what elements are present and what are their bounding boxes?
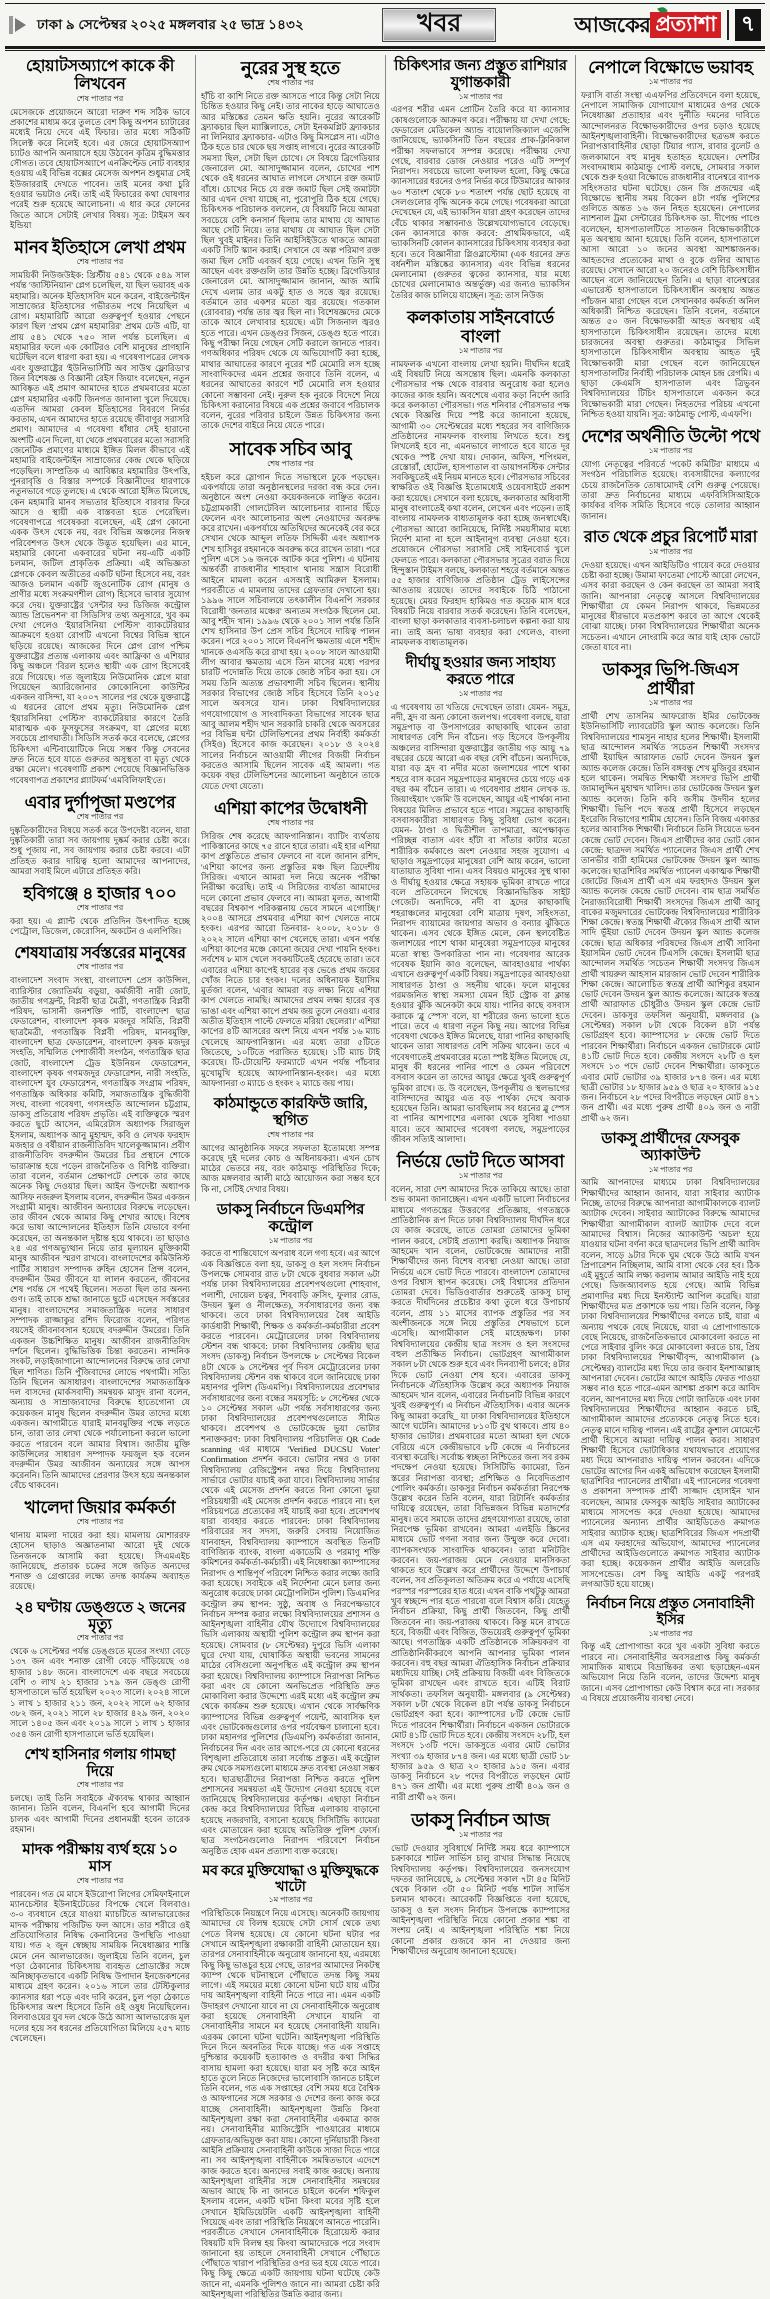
continued-from-marker: ১ম পাতার পর bbox=[648, 1628, 693, 1638]
article-body: থেকে ৬ সেপ্টেম্বর পর্যন্ত ডেঙ্গুতে মৃতের সংখ্যা বেড়ে ১৩৭ জন এবং শনাক্ত রোগী বেড়ে দাঁড়িয়েছে ৩৪ হাজার ১৪৮ জনে। বাংলাদেশে এক বছরে সবচেয়ে বেশি ৩ লাখ ২১ হাজার ১৭৯ জন ডেঙ্গু রোগী হাসপাতালে ভর্তি হয়েছিল ২০২৩ সালে। ২০২৪ সালে ১ লাখ ১ হাজার ২১১ জন, ২০২২ সালে ৬২ হাজার ৩৮২ জন, ২০২১ সালে ২৮ হাজার ৪২৯ জন, ২০২০ সালে ১৪০৫ জন এবং ২০১৯ সালে ১ লাখ ১ হাজার ৩৫৪ জন রোগী হাসপাতালে ভর্তি হয়েছিল। bbox=[10, 1646, 190, 1739]
article-headline: হবিগঞ্জে ৪ হাজার ৭০০ bbox=[23, 884, 177, 904]
article-body: করতে বা শান্তিযোগে অপরাধ বলে গণ্য হবে। এর আগে এক বিজ্ঞপ্তিতে বলা হয়, ডাকসু ও হল সংসদ নির্বাচন উপলক্ষে সোমবার রাত ৮টা থেকে বুধবার সকাল ৬টা পর্যন্ত ঢাকা বিশ্ববিদ্যালয়ের প্রবেশপথগুলো (শাহবাগ, পলাশী, দোয়েল চত্বর, শিববাড়ি ক্রসিং, ফুলার রোড, উদয়ন স্কুল ও নীলক্ষেত), সর্বসাধারণের জন্য বন্ধ থাকবে। তবে ঢাকা বিশ্ববিদ্যালয়ের বৈধ আইডি কার্ডধারী শিক্ষার্থী, শিক্ষক ও কর্মকর্তা-কর্মচারীরা প্রবেশ করতে পারবেন। মেট্রোরেলের ঢাকা বিশ্ববিদ্যালয় স্টেশন বন্ধ থাকবে: ঢাকা বিশ্ববিদ্যালয় কেন্দ্রীয় ছাত্র সংসদ (ডাকসু) নির্বাচন উপলক্ষে ৮ সেপ্টেম্বর বিকেল ৪টা থেকে ৯ সেপ্টেম্বর পূর্ব দিবস মেট্রোরেলের ঢাকা বিশ্ববিদ্যালয় স্টেশন বন্ধ থাকবে বলে জানিয়েছে ঢাকা মহানগর পুলিশ (ডিএমপি)। বিশ্ববিদ্যালয়ের প্রবেশদ্বার সর্বসাধারণের জন্য বন্ধের সময়সূচি: ৮ সেপ্টেম্বর থেকে ১০ সেপ্টেম্বর সকাল ৬টা পর্যন্ত সর্বসাধারণের জন্য ঢাকা বিশ্ববিদ্যালয়ের প্রবেশপথগুলোতে সীমিত থাকবে। প্রবেশপথ ও ভোটকেন্দ্রে ভুয়া ভোটার শনাক্তকরণ: ঢাকা বিশ্ববিদ্যালয় পরিচালিত QR Code scanning এর মাধ্যমে 'Verified DUCSU Voter' Confirmation প্রদর্শন করবে। ভোটার নম্বর ও ঢাকা বিশ্ববিদ্যালয় রেজিস্ট্রেশন নম্বর দিয়ে বিশ্ববিদ্যালয় সার্ভারে ভোটার যাচাই করা যাবে। বিশ্ববিদ্যালয় সার্ভার থেকে এই মেসেজ প্রদর্শন করতে বিনা কোনো ভুয়া পরিচয়ধারী এই মেসেজ প্রদর্শন করতে পারবে না। হল পরিচয়পত্রে প্রত্যেকের সই যাচাই করা হবে। প্রবেশপথ যারা ব্যবহার করতে পারবেন: ঢাকা বিশ্ববিদ্যালয় পরিবারের সব সদস্য, জরুরি সেবায় নিয়োজিত যানবাহন, বিশ্ববিদ্যালয় ক্যাম্পাসে অবস্থিত তিনটি বাণিজ্যিক ব্যাংক, বাংলা একাডেমি ও পরমাণু শক্তি কমিশনের কর্মকর্তা-কর্মচারী। এই নিষেধাজ্ঞা ক্যাম্পাসের নিরাপদ ও শান্তিপূর্ণ পরিবেশ নিশ্চিত করার লক্ষ্যে জারি করা হয়েছে। সবাইকে এই নির্দেশনা মেনে চলার জন্য অনুরোধ করেছে ঢাকা মেট্রোপলিটন পুলিশ। ডিএমপির কন্ট্রোল রুম স্থাপন: সুষ্ঠু, অবাধ ও নিরপেক্ষভাবে নির্বাচন সম্পন্ন করার লক্ষ্যে বিশ্ববিদ্যালয়ের প্রশাসন ও আইনশৃঙ্খলা বাহিনীর যৌথ উদ্যোগে বিশ্ববিদ্যালয়ের ভিসি এলাকায় অস্থায়ী পুলিশ কন্ট্রোল রুম স্থাপন করা হয়েছে। সোমবার (৮ সেপ্টেম্বর) দুপুরে ভিসি এলাকা ঘুরে দেখা যায়, ঘোষার্কিত অস্থায়ী ভবনের সামনের মাঠের বেসিগুলো অনুপস্থিত এই কন্ট্রোল রুম স্থাপন করা হয়েছে। বিশ্ববিদ্যালয় ক্যাম্পাসে নিরাপত্তা নিশ্চিত করা এবং যে কোনো অনভিপ্রেত পরিস্থিতি দ্রুত মোকাবিলা করার উদ্দেশ্যে এরই মধ্যে এই কন্ট্রোল রুম থেকে কার্যক্রম শুরু হয়েছে। এখান থেকে সার্বক্ষণিক ক্যাম্পাসের বিভিন্ন গুরুত্বপূর্ণ পয়েন্ট, আবাসিক হল এবং ভোটকেন্দ্রগুলোর ওপর পর্যবেক্ষণ চালানো হবে। ঢাকা মহানগর পুলিশের (ডিএমপি) কর্মকর্তারা জানান, নির্বাচনের দিন এবং তার আগে-পরে যে কোনো ধরনের বিশৃঙ্খলা প্রতিরোধে তারা সর্বোচ্চ প্রস্তুত। এই কন্ট্রোল রুম থেকে সমস্যগুলো মাধ্যমে দ্রুত ব্যবস্থা নেওয়া সম্ভব হবে। ছাত্রছাত্রীদের নিরাপত্তা নিশ্চিত করতে পুলিশ প্রশাসনের সমন্বয়তা এই উদ্যোগ নেওয়া হয়েছে বলে জানিয়েছে বিশ্ববিদ্যালয়ের কর্তৃপক্ষ। এছাড়া নির্বাচন কেন্দ্র করে বিশ্ববিদ্যালয়ের বিভিন্ন এলাকায় বাড়ানো হয়েছে নজরদারি, বসানো হয়েছে সিসিটিভি ক্যামেরা এবং মোতায়েন করা হয়েছে অতিরিক্ত পুলিশ ফোর্স। ছাত্র সংগঠনগুলোও নিরাপদ পরিবেশে নির্বাচন অনুষ্ঠিত হোক এমন প্রত্যাশা ব্যক্ত করেছে। bbox=[201, 1248, 380, 1856]
article bbox=[10, 1842, 190, 2043]
article bbox=[581, 58, 760, 419]
article-headline: ডাকসুর ভিপি-জিএস প্রার্থীরা bbox=[602, 660, 739, 699]
continued-from-marker: ১ম পাতার পর bbox=[458, 1171, 503, 1181]
continued-from-marker: ১ম পাতার পর bbox=[648, 446, 693, 456]
article bbox=[201, 1864, 380, 2299]
dateline bbox=[9, 14, 304, 37]
article-headline: সাবেক সচিব আবু bbox=[229, 438, 352, 459]
article-headline: মব করে মুক্তিযোদ্ধা ও মুক্তিযুদ্ধকে খাটো bbox=[202, 1863, 379, 1895]
article-body: নামফলক এখনো বাংলায় লেখা হয়নি। দীর্ঘদিন ধরেই এই বিষয়টি নিয়ে অসন্তোষ ছিল। এমনকি কলকাতা পৌরসভার পক্ষ থেকে বারবার অনুরোধ করা হলেও কাজের কাজ হয়নি। অবশেষে এবার কড়া নির্দেশ জারি করে কলকাতা পৌরসভা। গত শনিবার পৌরসভার পক্ষ থেকে বিজ্ঞপ্তি দিয়ে স্পষ্ট করে জানানো হয়েছে, আগামী ৩০ সেপ্টেম্বরের মধ্যে শহরের সব বাণিজ্যিক প্রতিষ্ঠানের নামফলক বাংলায় লিখতে হবে। শুধু লিখলেই হবে না, এমনভাবে লাগাতে হবে যাতে দূর থেকেও স্পষ্ট দেখা যায়। দোকান, অফিস, শপিংমল, রেস্তোরাঁ, হোটেল, হাসপাতাল বা ডায়াগনস্টিক সেন্টার সবকিছুতেই এই নিয়ম মানতে হবে। পৌরসভার সচিবের স্বাক্ষরিত ওই বিজ্ঞপ্তি ইতোমধ্যেই ওয়েবসাইটে প্রকাশ করা হয়েছে। সেখানে বলা হয়েছে, কলকাতার অধিবাসী মানুষ বাংলাতেই কথা বলেন, লেখেন এবং পড়েন। তাই বাংলায় নামফলক বাধ্যতামূলক করা হচ্ছে জনস্বার্থেই। পৌরসভা আরো জানিয়েছে, নির্দিষ্ট সময়সীমার মধ্যে নির্দেশ মানা না হলে আইনানুগ ব্যবস্থা নেওয়া হবে। প্রয়োজনে পৌরসভা সরাসরি সেই সাইনবোর্ড খুলে ফেলতে পারে। কলকাতা পৌরসভার সূত্রের বরাত দিয়ে হিন্দুস্তান টাইমস বলছে, কলকাতা শহরে বর্তমানে অন্তত ৫৫ হাজার বাণিজ্যিক প্রতিষ্ঠান ট্রেড লাইসেন্সের আওতায় রয়েছে। তাদের সবাইকে চিঠি পাঠানো হয়েছে। মেয়র ফিরহাদ হাকিমও গত কয়েক মাস ধরে বিষয়টি নিয়ে বারবার সতর্ক করেছেন। তিনি বলেছেন, বাংলা ছাড়া কলকাতার ব্যবসা-চলাচল কল্পনা করা যায় না। তাই অন্য ভাষা ব্যবহার করা গেলেও, বাংলা নামফলক বাধ্যতামূলক। bbox=[391, 358, 570, 647]
continued-from-marker: ১ম পাতার পর bbox=[458, 346, 503, 356]
continued-from-marker: ১ম পাতার পর bbox=[648, 1164, 693, 1174]
article-headline: মানব ইতিহাসে লেখা প্রথম bbox=[14, 238, 186, 258]
article-body: করা হয়। এ প্ল্যান্ট থেকে প্রতিদিন উৎপাদিত হচ্ছে পেট্রোল, ডিজেল, কেরোসিন, অকটেন ও এলপিজি। bbox=[10, 915, 190, 937]
continued-from-marker: শেষ পাতার পর bbox=[76, 1780, 124, 1790]
article-headline: এশিয়া কাপের উদ্বোধনী bbox=[213, 798, 368, 818]
article-headline: রাত থেকে প্রচুর রিপোর্ট মারা bbox=[583, 528, 758, 546]
article-headline: শেখ হাসিনার গলায় গামছা দিয়ে bbox=[24, 1746, 176, 1780]
article-body: চলছে। তাই তিনি সবাইকে ঐক্যবদ্ধ থাকার আহ্বান জানান। তিনি বলেন, বিএনপি হবে আগামী দিনের চালক এবং আগামী দিনের প্রধানমন্ত্রী হবেন তারেক রহমান। bbox=[10, 1793, 190, 1835]
article-body: যোগ্য নেতৃত্বের পরিবর্তে 'পকেট কমিটির' মাধ্যমে এ সংগঠন পরিচালিত হয়েছে। ব্যবসায়ীদের কল্যাণের চেয়ে রাজনৈতিক তোষামোদই বেশি গুরুত্ব পেয়েছে। তারা দ্রুত নির্বাচনের মাধ্যমে এফবিসিসিআইকে কার্যকর বণিক সমিতি হিসেবে গড়ে তোলার আহ্বান জানান। bbox=[581, 459, 760, 521]
continued-from-marker: শেষ পাতার পর bbox=[76, 811, 124, 821]
article-headline: দেশের অর্থনীতি উল্টো পথে bbox=[581, 427, 760, 447]
article bbox=[581, 1597, 760, 1703]
article-body: আমি আপনাদের মাধ্যমে ঢাকা বিশ্ববিদ্যালয়ের শিক্ষার্থীদের আহ্বান জানাব, যারা সাইবার অ্যাটাক নিচ্ছে, তাদের বিরুদ্ধে আপনারা আগামীকালকে ব্যালট অ্যাটাক দেবেন। সাইবার অ্যাটাকের বিরুদ্ধে আমাদের শিক্ষার্থীরা আগামীকাল ব্যালট অ্যাটাক দেবে বলে আমাদের বিশ্বাস। নিজের অ্যাকাউন্ট 'অচল' হয়ে যাওয়ার ঘটনা বর্ণনা করে ছাত্রদলের ভিপি প্রার্থী আবিদ বলেন, সাড়ে ৯টার দিকে ঘুম থেকে উঠে আমি যখন প্রিপারেশন নিচ্ছিলাম, আমি বাসা থেকে বের হব। ঠিক এই মুহূর্তে আমি লক্ষ্য করলাম আমার আইডি নাই হয়ে গেছে। ডিজঅ্যাবলড হয়ে গেছে। আমি বিভিন্ন প্রমাণাদির মধ্য দিয়ে ইনস্ট্যান্ট আপিল করেছি। যারা শিক্ষার্থীদের মত প্রকাশকে ভয় পায়। তিনি বলেন, কিন্তু ঢাকা বিশ্ববিদ্যালয়ের শিক্ষার্থীদের বলতে চাই, যারা এ অন্যায় পথকে বেছে নিয়েছে, যারা এ প্রোপাগান্ডাকে বেছে নিয়েছে, রাজনৈতিকভাবে মোকাবেলা করতে না পেরে সাইবার বুলিং করে মোকাবেলা করতে চায়, প্রিয় ঢাকা বিশ্ববিদ্যালয়ের শিক্ষার্থীবৃন্দ, আগামীকাল (৯ সেপ্টেম্বর) ব্যালটের মধ্য দিয়ে তার জবাব ইনশাআল্লাহ আপনারা দেবেন। ভোটের আগে আইডি ফেরত পাওয়া সম্ভব নাও হতে পারে-এমন আশঙ্কা প্রকাশ করে আবিদ বলেন, আপনাদের মধ্য দিয়ে গোটা জাতিকে এবং ঢাকা বিশ্ববিদ্যালয়ের শিক্ষার্থীদের আহ্বান করতে চাই, আগামীকাল আমাদের প্রত্যেককে নেতৃত্ব নিতে হবে। নেতৃত্ব মানে দায়িত্ব পালন। এই রাষ্ট্রের ক্রুশাল মোমেন্টে প্রার্থী হিসেবে আমরা দায়িত্ব পালন করব। সাধারণ শিক্ষার্থী হিসেবে ভোটাধিকার যথাযথভাবে প্রয়োগের মধ্য দিয়ে আপনারাও দায়িত্ব পালন করবেন। এদিকে ভোটের আগের দিন একই অভিযোগ করেছেন ইসলামী ছাত্রশিবির প্যানেলের প্রার্থীরা। এই প্যানেলের গবেষণা ও প্রকাশনা সম্পাদক প্রার্থী সাজ্জাদ হোসাইন খান বলেছেন, আমার ফেসবুক আইডি সাইবার অ্যাটাকের মাধ্যমে সাসপেন্ড করে দেওয়া হয়েছে। আমাদের প্যানেলের অন্যান্য প্রার্থীর আইডিতেও ক্রমাগত সাইবার অ্যাটাক হচ্ছে। ছাত্রশিবিরের জিএস পদপ্রার্থী এস এম ফরহাদের অভিযোগ, আমাদের প্যানেলের প্রার্থীদের আইডিগুলোতে ক্রমাগত সাইবার অ্যাটাক করা হচ্ছে। কয়েকজন প্রার্থীর আইডি অলরেডি সাসপেন্ডেড। বেশ কিছু আইডি একটু পরপরই লগআউট হয়ে যাচ্ছে। bbox=[581, 1177, 760, 1590]
page-header bbox=[5, 4, 765, 46]
column-4 bbox=[575, 55, 765, 1703]
continued-from-marker: শেষ পাতার পর bbox=[267, 458, 314, 468]
continued-from-marker: শেষ পাতার পর bbox=[267, 78, 314, 88]
article bbox=[10, 945, 190, 1491]
continued-from-marker: ১ম পাতার পর bbox=[458, 91, 503, 101]
continued-from-marker: ১ম পাতার পর bbox=[648, 77, 693, 87]
continued-from-marker: শেষ পাতার পর bbox=[267, 1129, 314, 1139]
continued-from-marker: ১ম পাতার পর bbox=[648, 698, 693, 708]
article-body: আগের আনুষ্ঠানিক সফরে সফলতা ইতোমধ্যে সম্পন্ন করেছে দুই দলের কোচ ও অধিনায়করা। এখন চোখ মাঠের ভেতরে নয়, বরং কাঠমান্ডু পরিস্থিতির দিকে; আজ মঙ্গলবার আলী মাঠে আয়োজন করা সম্ভব হবে কি না, সেটিই দেখার বিষয়। bbox=[201, 1142, 380, 1194]
article bbox=[201, 1202, 380, 1856]
header-rule-thick bbox=[5, 46, 765, 49]
article-body: হাঁচি বা কাশি নিতে রক্ত আসতে পারে কিন্তু সেটা নিয়ে চিন্তিত হওয়ার কিছু নেই। তার নাকের হাড়ে আঘাতেও আর মস্তিষ্কের তেমন ক্ষতি হয়নি। নুরের আরেকটি ফ্র্যাকচার ছিল ম্যাক্সিলাতে, সেটা ইনকমপ্লিট ফ্র্যাকচার না লিনিয়ার ফ্র্যাকচার- এটাও কিছু মিসপ্লেস না। এটাও ঠিক হতে চার থেকে ছয় সপ্তাহ লাগবে। নুরের আরেকটি সমস্যা ছিল, সেটা ছিল চোখে। সে বিষয়ে ব্রিগেডিয়ার জেনারেল মো. আসাদুজ্জামান বলেন, চোখের পাশ থেকে ওই ধরনের আঘাত লাগলে সেখানে রক্ত জমাট বাঁধে। চোখের নিচে যে রক্ত জমাট ছিল সেই জমাটটা আর এখন দেখা যাচ্ছে না, পুরোপুরি ঠিক হয়ে গেছে। চিকিৎসক পরিচালক বললেন, যে বিষয়টি নিয়ে আমরা সবচেয়ে বেশি কনসার্ন ছিলাম তার মাথায় যে আঘাত আছে সেটি নিয়ে। তার মাথায় যে আঘাত ছিল সেটা ছিল খুবই মাইনর। তিনি আইসিইউতে থাকতে আমরা একটি সিটি স্ক্যান করাই। সেখানে যে অল্প পরিমাণ রক্ত জমা ছিল সেটি এবজর্ব হয়ে গেছে। এখন তিনি সুস্থ আছেন এবং রক্তগুলি তার উন্নতি হচ্ছে। ব্রিগেডিয়ার জেনারেল মো. আসাদুজ্জামান জানান, আজ আমি দেখে এলাম তার একটু হাত ও সত্তে জ্বর রয়েছে। বর্তমানে তার একশর মতো জ্বর রয়েছে। গতকাল (রোববার) পর্যন্ত তার জ্বর ছিল না। বিশেষজ্ঞদের মেকে তাকে আবে লেখাবার হয়েছে। এটা সিজনাল জ্বরও হতে পারে। এখন ডেঙ্গুর সিজন, ডেঙ্গু হতে পারে। কিছু পরীক্ষা নিয়ে গেছেন সেটি করালে জানতে পারব। গণঅধিকার পরিষদ থেকে যে অভিযোগটি করা হচ্ছে, মাথার আঘাতের কারণে নুরের শর্ট মেমোরি লস হচ্ছে সাংবাদিকদের এমন প্রশ্নের জবাবে তিনি বলেন, এ ধরনের আঘাতের কারণে শর্ট মেমোরি লস হওয়ার কোনো সম্ভাবনা নেই। নুরুল হক নুরকে বিদেশে নিয়ে চিকিৎসা করানোর বিষয়ে এক প্রশ্নের জবাবে পরিচালক বলেন, নুরের পরিবার চাইলে উন্নত চিকিৎসার জন্য তাকে দেশের বাইরে নিয়ে যেতে পারে। bbox=[201, 90, 380, 431]
article-headline: কলকাতায় সাইনবোর্ডে বাংলা bbox=[407, 308, 554, 347]
column-1 bbox=[5, 55, 195, 2043]
masthead-word-black: আজকের bbox=[574, 12, 651, 37]
article bbox=[10, 238, 190, 785]
article-headline: নির্ভয়ে ভোট দিতে আসবা bbox=[396, 1152, 565, 1172]
continued-from-marker: শেষ পাতার পর bbox=[267, 817, 314, 827]
article-body: দেওয়া হয়েছে। এখন আইডিটিও গায়েব করে দেওয়ার চেষ্টা করা হচ্ছে। উমামা ফাতেমা পোস্টে আরো লেখেন, এসব কারা করছেন ও কেন করছেন তা আমরা সবাই জানি। আপনারা নেতৃত্বে আসলে বিশ্ববিদ্যালয়ের শিক্ষার্থীরা যে কেমন নিরাপদ থাকবে, ভিন্নমতের মানুষের ধীরভাবে মতপ্রকাশ করবে তা আগে থেকেই বোঝা যাচ্ছে। ঢাকা বিশ্ববিদ্যালয়ের শিক্ষার্থীরা অনেক সচেতন। এখানে নোংরামি করে আর যাই হোক ভোটে জেতা যাবে না। bbox=[581, 559, 761, 653]
article bbox=[10, 884, 190, 936]
continued-from-marker: শেষ পাতার পর bbox=[76, 93, 124, 103]
article-body: ভোট দেওয়ার সুবিধার্থে নির্দিষ্ট সময় ধরে ক্যাম্পাসে চক্রাকারে শাটল সার্ভিস চালু রাখার সিদ্ধান্ত নিয়েছে বিশ্ববিদ্যালয় কর্তৃপক্ষ। বিশ্ববিদ্যালয়ের জনসংযোগ দফতর জানিয়েছে, ৯ সেপ্টেম্বর সকাল ৭টা ৪৫ মিনিট থেকে বিকাল ৩টা ৫০ মিনিট পর্যন্ত শাটল সার্ভিস চলমান থাকবে। আরেকটি বিজ্ঞপ্তিতে বলা হয়েছে, ডাকসু ও হল সংসদ নির্বাচন উপলক্ষে ক্যাম্পাসের আইনশৃঙ্খলা পরিস্থিতি নিয়ে কোনো প্রকার শঙ্কা বা সংশয় নেই। এ আইনশৃঙ্খলা পরিস্থিতি শঙ্কা নিয়ে কোনো প্রকার গুজবে কান না দেওয়ার জন্য শিক্ষার্থীদের অনুরোধ জানানো হয়েছে। bbox=[391, 1842, 570, 1956]
article-body: এ গবেষণায় তা খতিয়ে দেখেছেন তারা। যেমন- সমুদ্র, নদী, হ্রদ বা অন্য কোনো জলপথ। গবেষণা বলছে, যারা সমুদ্রপাড় বা উপসাগরের কাছাকাছি থাকেন তারা সাধারণত বেশি দিন বাঁচেন। গড় হিসেবে উপকূলীয় অঞ্চলের বাসিন্দারা যুক্তরাষ্ট্রের জাতীয় গড় আয়ু ৭৯ বছরের চেয়ে আরো এক বছর বেশি বাঁচেন। অন্যদিকে, যারা বড় হ্রদ বা নদীর মতো জলাশয়ের পাশে থাকা শহরে বাস করেন সমুদ্রপাড়ের মানুষদের চেয়ে গড়ে এক বছর কম বাঁচেন তারা। এ গবেষণার প্রধান লেখক ড. জিয়াংইয়াং 'জেমি' উ বলেছেন, আয়ুর এই পার্থক্য নানা বিষয়ের মিলিত প্রভাবে হতে পারে। সমুদ্রের কাছাকাছি বসবাসকারীরা সাধারণত কিছু সুবিধা ভোগ করেন। যেমন- ঠাণ্ডা ও দ্বিতীশীল তাপমাত্রা, অপেক্ষাকৃত পরিচ্ছন্ন বাতাস এবং হাঁটা বা সাঁতার কাটার মতো শারীরিক কর্মকাণ্ডে অংশ নেওয়ার সহজ সুযোগ। এ ছাড়াও সমুদ্রপাড়ের মানুষেরা বেশি আয় করেন, ভালো যাতায়াত সুবিধা পান। এসব বিষয়ও মানুষের সুস্থ থাকা ও দীর্ঘায়ু হওয়ার ক্ষেত্রে সহায়ক ভূমিকা রাখতে পারে বলে প্রতিবেদনে লিখেছে বিজ্ঞানভিত্তিক সাইট গেজেট। অন্যদিকে, নদী বা হ্রদের কাছাকাছি শহরাঞ্চলের মানুষেরা বেশি মাত্রায় দূষণ, সহিংসতা, নিরাপদ ব্যায়ামের জায়গার অভাব ও বন্যার ঝুঁকিতে থাকেন। এসব থেকে ইঙ্গিত মেলে, কেন স্থলবেষ্টিত জলাশয়ের পাশে থাকা মানুষেরা সমুদ্রপাড়ের মানুষের মতো স্বাস্থ্য উপকারিতা পান না। গবেষণার আরেক গবেষক ইয়ানি কাও বলেছেন, আবহাওয়ার পার্থক্য এখানে গুরুত্বপূর্ণ একটি বিষয়। সমুদ্রপাড়ের আবহাওয়া সাধারণত ঠাণ্ডা ও সহনীয় থাকে। ফলে মানুষের গরমজনিত স্বাস্থ্য সমস্যা যেমন হিট স্ট্রোক বা ক্লান্ত হওয়ার ঝুঁকি অনেকটা কমে যায়। পানির কাছে বসবাস করাকে 'ব্লু স্পেস' বলে, যা শরীরের জন্য ভালো হতে পারে। তবে এ ধারণা নতুন কিছু নয়। আগের বিভিন্ন গবেষণা থেকেও ইঙ্গিত মিলেছে, যারা পানির কাছাকাছি থাকেন তারা সাধারণত বেশি সক্রিয় থাকেন। তবে এ গবেষণাতেই প্রথমবারের মতো স্পষ্ট ইঙ্গিত মিলেছে যে, মানুষ কী ধরনের পানির পাশে ও কেমন পরিবেশে বসবাস করেন তা তাদের আয়ুর ক্ষেত্রে খুবই গুরুত্বপূর্ণ ভূমিকা রাখে। ড. উ বলেছেন, উপকূলীয় ও স্থলভাগের বাসিন্দাদের আয়ুর এত বড় পার্থক্য দেখে অবাক হয়েছেন তিনি। আমরা ভাবছিলাম সব ধরনের ব্লু স্পেস বা পানির আশপাশের এলাকা থেকে সুবিধা পাওয়া যাবে। তবে আমাদের গবেষণা বলছে, সমুদ্রপাড়ের জীবন সত্যিই আলাদা। bbox=[391, 701, 570, 1145]
continued-from-marker: ১ম পাতার পর bbox=[268, 1895, 313, 1905]
article-body: মেসেজকে প্রয়োজনে আরো দারুণ শব্দ সঠিক ভাবে প্রকাশের মাধ্যম করে তুলতে বেশ কিছু অপশন চ্যাটারের মধ্যেই নিয়ে দেবে এই ফিচার। তার মধ্যে সঠিকটি সিলেক্ট করে নিলেই হবে। এর জেরে হোয়াটসঅ্যাপ চ্যাটও আপনি অনায়াসে হয়ে উঠবেন কৃত্রিম বুদ্ধিমত্তার সৌগত। তবে হোয়াটসঅ্যাপে এনক্রিপ্টেড নোট ব্যবহার হওয়ায় এই বিভিন্ন বক্সের মেসেজ অপশন শুধুমাত্র সেই ইউজাররাই দেখতে পাবেন। তাই মনের কথা চুরি হওয়ার ভয়টাও নেই। তাই এই ফিচারের কথা ঘোষণার পরেই শুরু হয়েছে আলোচনা। এ ধার করে ফোনের জিতে আসে সেটাই লেখার বিষয়। সূত্র: টাইমস অব ইন্ডিয়া bbox=[10, 106, 190, 230]
continued-from-marker: শেষ পাতার পর bbox=[76, 1633, 124, 1643]
continued-from-marker: শেষ পাতার পর bbox=[76, 1875, 124, 1885]
article-body: ফরাসি বার্তা সংস্থা এএফপির প্রতিবেদনে বলা হয়েছে, নেপালে সামাজিক যোগাযোগ মাধ্যমের ওপর থেকে নিষেধাজ্ঞা প্রত্যাহার এবং দুর্নীতি দমনের দাবিতে আন্দোলনরত বিক্ষোভকারীদের ওপর চড়াও হয়েছে আইনশৃঙ্খলাবাহিনী। বিক্ষোভকারীদের ছত্রভঙ্গ করতে নিরাপত্তাবাহিনীর ছোড়া টিয়ার গ্যাস, রাবার বুলেট ও জলকামানে বহু মানুষ হতাহত হয়েছেন। দেশটির সংবাদমাধ্যম কাঠমান্ডু পোস্ট বলছে, সোমবার সকাল থেকে শুরু হওয়া বিক্ষোভে রাজধানীর বানেশ্বরে ব্যাপক সহিং‌সতার ঘটনা ঘটেছে। জেন জি প্রজন্মের এই বিক্ষোভে স্থানীয় সময় বিকেল ৪টা পর্যন্ত পুলিশের গুলিতে অন্তত ১৬ জন নিহত হয়েছেন। নেপালের ন্যাশনাল ট্রমা সেন্টারের চিকিৎসক ডা. দীপেন্দ্র পাণ্ডে বলেছেন, হাসপাতালটিতে সাতজন বিক্ষোভকারীকে মৃত অবস্থায় আনা হয়েছে। তিনি বলেন, হাসপাতালে আসা আরো ১০ জনের অবস্থা আশঙ্কাজনক। আহতদের প্রত্যেকের মাথা ও বুকে গুলির আঘাত রয়েছে। সেখানে আরো ২০ জনেরও বেশি চিকিৎসাধীন আছেন বলে জানিয়েছেন তিনি। এ ছাড়া বানেশ্বরের এভারেস্ট হাসপাতালে চিকিৎসাধীন অবস্থায় অন্তত পাঁচজন মারা গেছেন বলে সেখানকার কর্মকর্তা অনিল অধিকারী নিশ্চিত করেছেন। তিনি বলেন, বর্তমানে অন্তত ৫০ জন বিক্ষোভকারী আহত অবস্থায় এই হাসপাতালে চিকিৎসাধীন রয়েছেন। তাদের মধ্যে চারজনের অবস্থা গুরুতর। কাঠমান্ডুর সিভিল হাসপাতালে চিকিৎসাধীন অবস্থায় আহত দুই বিক্ষোভকারী মারা গেছেন বলে জানিয়েছেন হাসপাতালটির নির্বাহী পরিচালক মোহন চন্দ্র রেগমি। এ ছাড়া কেএমসি হাসপাতাল এবং ত্রিভুবন বিশ্ববিদ্যালয়ের টিচিং হাসপাতালে একজন করে বিক্ষোভকারী মারা গেছেন। নিহতদের পরিচয় এখনো নিশ্চিত হওয়া যায়নি। সূত্র: কাঠমান্ডু পোস্ট, এএফপি। bbox=[581, 89, 760, 420]
article-headline: নেপালে বিক্ষোভে ভয়াবহ bbox=[588, 58, 753, 77]
article-headline: শেষযাত্রায় সর্বস্তরের মানুষের bbox=[14, 944, 186, 962]
article bbox=[391, 1152, 570, 1802]
article-headline: ডাকসু নির্বাচন আজ bbox=[411, 1810, 550, 1830]
article bbox=[10, 1747, 190, 1835]
article-body: পরিস্থিতিকে নিয়ন্ত্রণে নিয়ে এসেছে। অনেকটি জায়গায় আমাদের যে বিলম্ব হয়েছে সেটা সোর্স থেকে তথ্য পেতে বিলম্ব হয়েছে। যে কোনো ঘটনা ঘটার পর সেখানে আইনশৃঙ্খলা রক্ষাকারী বাহিনী মোতায়েন হয়। তারপর সেনাবাহিনীকে অনুরোধ জানানো হয়, এরমধ্যে কিছু কিছু ভাঙচুর হয়ে গেছে, তারপর আমাদের নিকটস্থ ক্যাম্প থেকে ঘটনাস্থলে পৌঁছাতে তদন্ত কিছু সময় লাগে। এই সময়ের মধ্যে কোনো ঘটনা ঘটে যায় এটির দায় আইনশৃঙ্খলা বাহিনী নিতে পারে না। এমন একটি উদাহরণ দেখানো যাবে না যে সেনাবাহিনীকে অনুরোধ করা হয়েছে সেনাবাহিনী সেখানে যায়নি বা সেনাবাহিনীর সামনে মব হয়েছে সেনাবাহিনী যায়নি। এরকম কোনো ঘটনা ঘটেনি। আইনশৃঙ্খলা পরিস্থিতি দিনে দিনে অবনতির দিকে যাচ্ছে। গত এক সপ্তাহে দুশ্চিন্তার কয়েকটি হত্যাকাণ্ড ও বদরীর কথা সিদ্ধির বাসায় হামলা করা হয়েছে। যারা মব সৃষ্টি করে আইন হাতে তুলে নিতে নিজেদের ভালোবাসি জানতে চাইলে তিনি বলেন, গত এক সপ্তাহের বেশি সময় ধরে বৈশ্বিক ও আফগানের সঙ্গে সরকার ও দেশের জন্য কাজ করে যাচ্ছে সেনাবাহিনী। আইনশৃঙ্খলা উন্নতি কিংবা আইনশৃঙ্খলা রক্ষা করা সেনাবাহিনীর একমাত্র কাজ নয়। সেনাবাহিনীর ম্যাজিস্ট্রেসি পাওয়ারের মাধ্যমে গ্রেফতার/অভিযুক্ত করা যায়। কোনো দুর্নিয়াচারী কিংবা আইনি প্রক্রিয়ায় সেনাবাহিনী কাউকে সাজা দিতে পারে না। সব আইনশৃঙ্খলা বাহিনীকে সমন্বিতভাবে এদেশে কাজ করতে হবে। অন্যদের সবাই কাজ করছে। অন্যায় আইনশৃঙ্খলা বাহিনীর সঙ্গে সেনাবাহিনীর সমন্বয়ের অভাব আছে কি না জানতে চাইলে কর্নেল শফিকুল ইসলাম বলেন, একটি ঘটনা কিংবা মবের সৃষ্টি হলে সেখানে ইমিডিয়েটলি একটি আইনশৃঙ্খলা বাহিনী গিয়েছে এবং তারা পরিস্থিতি নিয়ন্ত্রণে আনতে পারেনি। পরবর্তীতে সেখানে সেনাবাহিনীকে হিরোয়েস্ট করার বিষয়টি যদি বিলম্ব হয় কিংবা আমাদেরকে পরে সংবাদ জানানো হয় তাহলে সেনাবাহিনী সেখানে পৌঁছাতে পৌঁছাতে খারাপ পরিস্থিতির ওপর ভর হয়ে যেতে পারে। কিছু কিছু ক্ষেত্রে একটি জায়গায় ঘটনা ঘটেছে কেউ জানে না, এমনকি পুলিশও জানে না। আমরা চেষ্টা করি আইনশৃঙ্খলা পরিস্থিতির উন্নতি করার জন্য। bbox=[201, 1908, 380, 2299]
article-headline: নির্বাচন নিয়ে প্রস্তুত সেনাবাহিনী ইসির bbox=[586, 1597, 755, 1628]
article-body: এরপর শরীর এমন প্রোটিন তৈরি করে যা ক্যানসার কোষগুলোকে আক্রমণ করে। পরীক্ষায় যা দেখা গেছে: ফেডারেল মেডিকেল অ্যান্ড বায়োলজিক্যাল এজেন্সি জানিয়েছে, ভ্যাকসিনটি তিন বছরের প্রাক-ক্লিনিকাল পরীক্ষা সফলভাবে সম্পন্ন করেছে। পরীক্ষায় দেখা গেছে, বারবার ডোজ নেওয়ার পরেও এটি সম্পূর্ণ নিরাপদ। সবচেয়ে ভালো ফলাফল হলো, কিছু ক্ষেত্রে ক্যানসারের ধরনের ওপর নির্ভর করে টিউমারের আকার ৬০ শতাংশ থেকে ৮০ শতাংশ পর্যন্ত ছোট হয়েছে বা সেলগুলোর বৃদ্ধি অনেক কমে গেছে। গবেষকরা আরো দেখেছেন যে, এই ভ্যাকসিন যারা গ্রহণ করেছেন তাদের বেঁচে থাকার সম্ভাবনাও উল্লেখযোগ্যভাবে বেড়েছে। কেন ক্যানসারে কাজ করবে: প্রাথমিকভাবে, এই ভ্যাকসিনটি কোলন ক্যানসারের চিকিৎসায় ব্যবহার করা হবে। তবে বিজ্ঞানীরা গ্লিওব্লাস্টোমা (এক ধরনের দ্রুত বর্ধনশীল মস্তিষ্কের ক্যানসার) এবং বিভিন্ন ধরনের মেলানোমা (গুরুতর ত্বকের ক্যানসার, যার মধ্যে চোখের মেলানোমাও অন্তর্ভুক্ত) এর জন্যও ভ্যাকসিন তৈরির কাজ চালিয়ে যাচ্ছেন। সূত্র: তাস নিউজ bbox=[391, 104, 570, 300]
article-headline: এবার দুর্গাপূজা মণ্ডপের bbox=[24, 792, 176, 812]
article-headline: হোয়াটসঅ্যাপে কাকে কী লিখবেন bbox=[25, 58, 175, 93]
article-headline: দীর্ঘায়ু হওয়ার জন্য সাহায্য করতে পারে bbox=[405, 655, 556, 688]
pennant-icon bbox=[9, 16, 29, 34]
article bbox=[391, 655, 570, 1144]
article bbox=[201, 439, 380, 791]
article-body: সিরিজ শেষ করেছে আফগানিস্তান। ব্যাটিং ব্যর্থতায় পাকিস্তানের কাছে ৭৫ রানে হারে তারা। এই হার এশিয়া কাপ প্রস্তুতিতে প্রভাব ফেলবে না বলে জানান রশিদ, 'এশিয়া কাপের জন্য প্রস্তুতির মঞ্চ ছিল ত্রিদেশীয় সিরিজ। এখানে আমরা দল নিয়ে অনেক পরীক্ষা নিরীক্ষা করেছি। তাই এ সিরিজের ব্যর্থতা আমাদের দলে কোনো প্রভাব ফেলবে না। আমরা মূলত, আগামী বছরের বিশ্বকাপ পরিকল্পনায় ভেবে সামনে এগোচ্ছি।' ২০০৪ আসরে প্রথমবার এশিয়া কাপ খেলতে নামে হংকং। এরপর আরো তিনবার- ২০০৮, ২০১৮ ও ২০২২ সালে এশিয়া কাপ খেলেছে তারা। এখন পর্যন্ত এশিয়া কাপের মঞ্চে কোনো জয়ের দেখা পায়নি হংকং। সর্বশেষ ৮ মাস খেলে সবকয়টিতেই হেরেছে তারা। তবে এবারের এশিয়া কাপেই হারের বৃত্ত ভেঙে প্রথম জয়ের খোঁজ নিতে চার হংকং। দলের অধিনায়ক ইয়াসিম মুর্তজা বলেন, 'এবার আমরা বড় লক্ষ্য নিয়ে এশিয়া কাপ খেলতে নামছি। আমাদের প্রথম লক্ষ্য হারের বৃত্ত ভাঙা এবং এশিয়া কাপে প্রথম জয় তুলে নেওয়া। এবার অতীত ইতিহাস পাল্টে ফেলতে মরিয়া ছেলেরা।' এশিয়া কাপের ৪টি আসরের অংশ নিয়ে এখন পর্যন্ত ১৬ ম্যাচ খেলেছে আফগানিস্তান। এর মধ্যে তারা ৫টিতে জিতেছে, ১০টিতে পরাজিত হয়েছে। ১টি ম্যাচ টাই করেছে। টি-টোয়েন্টি ফরম্যাটে এখন পর্যন্ত পাঁচবার মুখোমুখি হয়েছে আফগানিস্তান-হংকং। এর মধ্যে আফগানরা ৩ ম্যাচে ও হংকং ২ ম্যাচে জয় পায়। bbox=[201, 830, 380, 1088]
article bbox=[581, 427, 760, 521]
article-body: থানায় মামলা দায়ের করা হয়। মামলায় মোশাররফ হোসেন ছাড়াও অজ্ঞাতনামা আরো দুই থেকে তিনজনকে আসামি করা হয়েছে। সিএমএইচ জানিয়েছে, প্রতারক চক্রের সঙ্গে জড়িত অন্যদের শনাক্ত ও গ্রেপ্তারের লক্ষ্যে তদন্ত কার্যক্রম অব্যাহত রয়েছে। bbox=[10, 1529, 190, 1592]
section-title: খবর bbox=[382, 8, 496, 42]
article bbox=[581, 660, 760, 1123]
article bbox=[391, 308, 570, 647]
article-headline: কাঠমান্ডুতে কারফিউ জারি, স্থগিত bbox=[213, 1096, 368, 1129]
article-headline: খালেদা জিয়ার কর্মকর্তা bbox=[24, 1498, 176, 1518]
date-text: ঢাকা ৯ সেপ্টেম্বর ২০২৫ মঙ্গলবার ২৫ ভাদ্র ১৪৩২ bbox=[37, 16, 305, 32]
header-rule-thin bbox=[5, 50, 765, 51]
article-body: সাময়িকী নিউজউইক: খ্রিস্টীয় ৫৪১ থেকে ৫৪৯ সাল পর্যন্ত 'জাস্টিনিয়ান' প্লেগ চলেছিল, যা ছিল ভয়াবহ এক মহামারি। অনেক ইতিহাসবিদ মনে করেন, বাইজেন্টাইন সাম্রাজ্যের ইতিহাসের গভীরতম পথে নিয়েছিল এ রোগ। মহামারিটি আরো গুরুত্বপূর্ণ হওয়ার পেছনে কারণ ছিল 'প্রথম প্লেগ মহামারির' প্রথম ঢেউ এটি, যা প্রায় ৫৪১ থেকে ৭৫০ সাল পর্যন্ত চলেছিল। এ মহামারির ফলে এক কোটিরও বেশি মানুষের প্রাণহানি ঘটেছিল বলে ধারণা করা হয়। এ গবেষণাপত্রের লেখক এবং যুক্তরাষ্ট্রের 'ইউনিভার্সিটি অব সাউথ ফ্লোরিডা'র জিন বিশেষজ্ঞ ও বিজ্ঞানী রেইস জিয়াং বলেছেন, নতুন আবিষ্কৃত এই প্রমাণ আমাদের হাতে প্রথমবারের মতো প্লেগ মহামারির একটি জিনগত জানালা খুলে দিয়েছে। এতদিন আমরা কেবল ইতিহাসের বিবরণে নির্ভর করতাম, এখন আমাদের হাতে রয়েছে জীবাণুর সরাসরি প্রমাণ। আমাদের এ গবেষণা ধাঁধার সেই হারানো অংশটি এনে দিলো, যা থেকে প্রথমবারের মতো সরাসরি জেনেটিক প্রমাণের মাধ্যমে ইঙ্গিত মিলল কীভাবে এই মহামারি বাইজেন্টাইন সাম্রাজ্যের কেন্দ্র থেকে ছড়িয়ে পড়েছিল। সাম্প্রতিক এ আবিষ্কার মহামারির উৎপত্তি, পুনরাবৃত্তি ও বিস্তার সম্পর্কে বিজ্ঞানীদের ধারণাকে নতুনভাবে গড়ে তুলছে। এ থেকে আরো ইঙ্গিত মিলেছে, কেন মহামারি মানব সভ্যতার ইতিহাসে বারবার ফিরে আসে ও স্থায়ী এক বাস্তবতা হতে পেরেছিল। গবেষণাপত্রে গবেষকরা বলেছেন, এই প্লেগ কোনো একক উৎস থেকে নয়, বরং বিভিন্ন অঞ্চলের নিজস্ব পরিবেশগত উৎস থেকে উদ্ভূত হয়েছিল। এর মানে, মহামারি কোনো একবারের ঘটনা নয়-এটি একটি চলমান, জটিল প্রাকৃতিক প্রক্রিয়া। এই অভিজ্ঞতা প্লেগকে কেবল অতীতের একটি ঘটনা হিসেবে নয়, বরং আজও চলমান একটি জুওনোটিক রোগ (মানুষ ও প্রাণীর মধ্যে সংক্রমণশীল রোগ) হিসেবে ভাবার সুযোগ করে দেয়। যুক্তরাষ্ট্রের 'সেন্টার ফর ডিজিজ কন্ট্রোল অ্যান্ড প্রিভেনশন' বা সিডিসি'র তথ্য অনুসারে, খুব কম দেখা গেলেও 'ইয়ারসিনিয়া পেস্টিস' ব্যাকটেরিয়ার আক্রমণে হওয়া রোগটি এখনো বিশ্বের বিভিন্ন স্থানে ছড়িয়ে রয়েছে। আজকের দিনে প্লেগ রোগ পশ্চিম যুক্তরাষ্ট্রের প্রত্যন্ত এলাকায় এবং আফ্রিকা ও এশিয়ার কিছু অঞ্চলে 'বিরল হলেও স্থায়ী' এক রোগ হিসেবেই রয়ে গিয়েছে। গত জুলাইয়ে নিউমোনিক প্লেগে মারা গিয়েছেন অ্যারিজোনার কোকোনিনো কাউন্টির একজন বাসিন্দা, যা ২০০৭ সালের পর থেকে যুক্তরাষ্ট্রে এ ধরনের রোগে প্রথম মৃত্যু। নিউমোনিক প্লেগ 'ইয়ারসিনিয়া পেস্টিস' ব্যাকটেরিয়ার কারণে তৈরি মারাত্মক এক ফুসফুসের সংক্রমণ, যা প্লেগের মধ্যে সবচেয়ে প্রাণঘাতী। সিডিসি সতর্ক করে বলেছে, প্লেগের চিকিৎসা এন্টিবায়োটিকে নিয়ে সম্ভব 'কিন্তু সেবনের দ্রুত নিতে হবে যাতে গুরুতর অসুস্থতা বা মৃত্যু থেকে রক্ষা মেলে'। গবেষণাটি প্রকাশ পেয়েছে বিজ্ঞানভিত্তিক গবেষণাপত্র প্রকাশের প্ল্যাটফর্ম 'এমবিলিফাই'তে। bbox=[10, 270, 191, 785]
article bbox=[10, 1600, 190, 1739]
article-columns bbox=[5, 55, 765, 2299]
article bbox=[581, 1131, 760, 1589]
continued-from-marker: ১ম পাতার পর bbox=[458, 688, 503, 698]
article-body: হইচল করে স্লোগান দিতে সভাস্থলে ঢুকে পড়ছেন। একপর্যায়ে তারা অনুষ্ঠানস্থলের দরজা বন্ধ করে দেন। অনুষ্ঠানে অংশ নেওয়া কয়েকজনকে লাঞ্ছিত করেন। চট্টগ্রামকারী গোলটেবিল আলোচনার ব্যানার ছিঁড়ে ফেলেন এবং আলোচনার অংশ নেওয়াদের অবরুদ্ধ করে রাখেন। একপর্যায়ে অতিথিদের অনেকেই বের করে সেখান থেকে আব্দুল লতিফ সিদ্দিকী এবং অধ্যাপক শেখ হাসিবুর রহমানকে অবরুদ্ধ করে রাখেন তারা। পরে পুলিশ এসে ১৬ জনকে আটক করে পুলিশ। এ ঘটনায় অন্তর্বর্তী রাজধানীর শাহবাগ থানায় সন্ত্রাস বিরোধী আইনে মামলা করেন এসআই আমিরুল ইসলাম। পরবর্তীতে এ মামলায় তাদের গ্রেফতার দেখানো হয়। ১৯৯৬ সালে সচিবালয়ে তৎকালীন বিএনপি সরকার বিরোধী 'জনতার মঞ্চের' অন্যতম সংগঠক ছিলেন মো. আবু শহীদ খান। ১৯৯৬ থেকে ২০০১ সাল পর্যন্ত তিনি শেখ হাসিনার উপ প্রেস সচিব হিসেবে দায়িত্ব পালন করেন। পরে ২০০১ সালে বিএনপি ক্ষমতায় এলে শহীদ খানকে ওএসডি করে রাখা হয়। ২০০৮ সালে আওয়ামী লীগ আবার ক্ষমতায় এসে তিন মাসের মধ্যে পরপর চারটি পদোন্নতি দিয়ে তাকে জ্যেষ্ঠ সচিব করা হয়। সে সময় তিনি অত্যন্ত প্রভাবশালী সচিব ছিলেন। স্থানীয় সরকার বিভাগের জ্যেষ্ঠ সচিব হিসেবে তিনি ২০১৫ সালে অবসরে যান। ঢাকা বিশ্ববিদ্যালয়ের গণযোগাযোগ ও সাংবাদিকতা বিভাগের সাবেক ছাত্র আবু আলম শহীদ খান সরকারি চাকরি থেকে অবসরের পর বিভিন্ন ঘন্টা টেলিভিশনের প্রথম নির্বাহী কর্মকর্তা (সিইও) হিসেবে কাজ করেছেন। ২০১৮ ও ২০২৪ সালের নির্বাচনে আওয়ামী লীগের বিজয়ী নির্বাচন করতেও আসামি ছিলেন সাবেক এই আমলা। গত কয়েক বছর টেলিভিশনের আলোচনা অনুষ্ঠানে তাকে যেতে দেখা যেতো। bbox=[201, 471, 380, 791]
article bbox=[581, 529, 760, 652]
article bbox=[391, 1810, 570, 1956]
article-body: বাংলাদেশ সংবাদ সংস্থা, বাংলাদেশ প্রেস কাউন্সিল, ব্যারিস্টার জ্যোতির্ময় বড়ুয়া, কর্মজীবী নারী জোট, জাতীয় গণফ্রন্ট, বিপ্লবী ছাত্র মৈত্রী, গণতান্ত্রিক বিপ্লবী পরিষদ, ভাসানী জনশক্তি পার্টি, বাংলাদেশ ছাত্র ফেডারেশন, বাংলাদেশ কৃষক মজদুর সমিতি, বিপ্লবী ছাত্রমৈত্রী, গণতান্ত্রিক বিপ্লবী পরিষদ, মানবমুক্তি, বাংলাদেশ ছাত্র ফেডারেশন, বাংলাদেশ কৃষক মজদুর সংহতি, সম্মিলিত পেশাজীবী সংগঠন, গণতান্ত্রিক ছাত্র জোট, বাংলাদেশ ট্রেড ইউনিয়ন ফেডারেশন, বাংলাদেশ কৃষক গণমজদুর ফেডারেশন, নারী সংহতি, বাংলাদেশ যুব ফেডারেশন, গণতান্ত্রিক সংগ্রাম পরিষদ, গণতান্ত্রিক অধিকার কমিটি, সমাজতান্ত্রিক বুদ্ধিজীবী সংঘ, বাংলা গবেষণা, গণসংহতি আন্দোলন চট্টগ্রাম, ডাকসু প্রতিরোধ পরিষদ প্রভৃতি। এই ব্যক্তিত্বকে স্মরণ করতে ছুটে আসেন, এমিরেটাস অধ্যাপক সিরাজুল ইসলাম, অধ্যাপক আনু মুহাম্মদ, কবি ও লেখক ফরহাদ মজহার ও বর্ষীয়ান রাজনীতিবিদ খালেকুজ্জামান। প্রবীণ রাজনীতিবিদ বদরুদ্দীন উমরের চির প্রস্থানে শোকে ভারাক্রান্ত হয়ে পড়েন রাজনৈতিক ও বিশিষ্ট ব্যক্তিরা। তারা বলেন, বর্তমান প্রেক্ষাপটে দেশকে তার কাছে অনেক কিছু দেওয়ার ছিল। আইন উপদেষ্টা অধ্যাপক আসিফ নজরুল ইসলাম বলেন, বদরুদ্দীন উমর একজন সংগ্রামী মানুষ। আজীবন অন্যায়ের বিরুদ্ধে লড়েছেন। তার জীবন থেকে আমার কিছু শেখার আছে। বিশেষ করে ভাষা আন্দোলনের ইতিহাস তিনি যেভাবে বর্ণনা করেছেন, তা অনন্তকাল দৃষ্টান্ত হয়ে থাকবে। তা ছাড়াও ২৪ এর গণঅভ্যুত্থান নিয়ে তার মূল্যায়ন মুক্তিকামী মানুষ আজীবন স্মরণ রাখবে। বাংলাদেশের কমিউনিস্ট পার্টির সাধারণ সম্পাদক রুহিন হোসেন প্রিন্স বলেন, বদরুদ্দীন উমর জীবনে যা লালন করতেন, জীবনের শেষ পর্যন্ত সে পথেই ছিলেন। সততা ছিল তার অনন্য গুণ। তাই তাকে শ্রদ্ধা জানাতে ছুটে এসেছেন সর্বস্তরের মানুষ। বাংলাদেশের সমাজতান্ত্রিক দলের সাধারণ সম্পাদক রাজ্জাকুর রশিদ ফিরোজ বলেন, পরিণত বয়সেই জীবনাবসান হয়েছে বদরুদ্দীন উমরের। তিনি একজন উচ্চশিক্ষিত মানুষ। আজীবন রাজনীতিবিদ দর্শনে ছিলেন। বুদ্ধিভিত্তিক চিন্তা করতেন। নান্দনিক সংকট, লড়াইজাগানো আন্দোলনের বিরুদ্ধে তার লেখা ছিল শাণিত। তিনি পুঁজিবাদের লোভে পথগামী। সত্যি তিনি ছিলেন অসাধারণ। বাংলাদেশের সমাজতান্ত্রিক দল বাসদের (মার্কসবাদী) সমন্বয়ক মাসুদ রানা বলেন, অন্যায় ও সাম্রাজ্যবাদের বিরুদ্ধে হাতেগোনা যে কয়েকজন মানুষ ছিলেন বদরুদ্দীন উমর তাদের মধ্যে একজন। আগামীতে যারাই মানবমুক্তির পক্ষে লড়তে চান, তারা তার লেখা থেকে পর্যালোচনা করলে ভালো করতে পারবেন বলে আমার বিশ্বাস। জাতীয় মুক্তি কাউন্সিলের সাধারণ সম্পাদক ফয়জুল হক বলেন বদরুদ্দীন উমর আজীবন অন্যায়ের সঙ্গে আপস করেননি। তিনি আমাদের প্রেরণার উৎস হয়ে অনন্তকাল বেঁচে থাকবেন। bbox=[10, 975, 190, 1490]
continued-from-marker: শেষ পাতার পর bbox=[76, 903, 124, 913]
article-headline: ডাকসু নির্বাচনে ডিএমপির কন্ট্রোল bbox=[216, 1202, 365, 1235]
article-headline: নুরের সুস্থ হতে bbox=[241, 58, 340, 78]
article-body: কিন্তু এই প্রোপাগান্ডা করে খুব একটা সুবিধা করতে পারবে না। সেনাবাহিনীর অবসরপ্রাপ্ত কিছু কর্মকর্তা সামাজিক মাধ্যমে বিভ্রান্তিকর তথ্য ছড়াচ্ছেন-এমন অভিযোগ নিয়ে তিনি বলেন, তাদের উদ্দেশ্য মানুষ জানে। এসব প্রোপাগান্ডা কেউ বিশ্বাস করে না। সরকার এ বিষয়ে প্রয়োজনীয় ব্যবস্থা নেবে। bbox=[581, 1641, 760, 1703]
article bbox=[201, 58, 380, 431]
continued-from-marker: শেষ পাতার পর bbox=[76, 257, 124, 267]
article-headline: চিকিৎসার জন্য প্রস্তুত রাশিয়ার যুগান্তকারী bbox=[394, 58, 567, 91]
masthead bbox=[574, 9, 761, 41]
article bbox=[10, 1498, 190, 1592]
article bbox=[201, 799, 380, 1088]
column-3 bbox=[385, 55, 575, 1956]
article bbox=[10, 58, 190, 230]
article-body: দুষ্কৃতিকারীদের বিষয়ে সতর্ক করে উপদেষ্টা বলেন, যারা দুষ্কৃতিকারী তারা সব জায়গায় দুষ্কর্ম করার চেষ্টা করে। শুধু পূজায় না, সব জায়গায় করার চেষ্টা করবে। এটা প্রতিহত করার দায়িত্ব হলো আমাদের আপনাদের, আমরা সবাই মিলে এটারে প্রতিহত করি। bbox=[10, 824, 190, 876]
continued-from-marker: ১ম পাতার পর bbox=[458, 1830, 503, 1840]
masthead-separator bbox=[727, 10, 729, 40]
article-body: প্রার্থী শেখ তাসনিম আফরোজ ইমির ভোটকেন্দ্র ইউনিভার্সিটি ল্যাবরেটরি স্কুল অ্যান্ড কলেজে। তিনি বিশ্ববিদ্যালয়ের শামসুন নাহার হলের শিক্ষার্থী। ইসলামী ছাত্র আন্দোলন সমর্থিত 'সচেতন শিক্ষার্থী সংসদ'র প্রার্থী ইয়াছিন আরাফাত ভোট দেবেন উদয়ন স্কুল অ্যান্ড কলেজ কেন্দ্রে। তিনি বঙ্গবন্ধু শেখ মুজিবুর রহমান হলে থাকেন। 'সমন্বিত শিক্ষার্থী সংসদ'র ভিপি প্রার্থী জামালুদ্দিন মুহাম্মদ খালিদ। তার ভোটকেন্দ্র উদয়ন স্কুল অ্যান্ড কলেজ। তিনি কবি জসীম উদদীন হলের শিক্ষার্থী। ভিপি পদে স্বতন্ত্র প্রার্থী হিসেবে লড়ছেন ইংরেজি বিভাগের শামীম হোসেন। তিনি বিজয় একাত্তর হলের আবাসিক শিক্ষার্থী। নির্বাচনে তিনি সিয়েতে ভবন কেন্দ্রে ভোট দেবেন। জিএস প্রার্থীদের কার ভোট কোন কেন্দ্রে: ছাত্রদল সমর্থিত প্যানেলের জিএস প্রার্থী শেখ তানভীর বারী হামিমের ভোটকেন্দ্র উদয়ন স্কুল অ্যান্ড কলেজে। ছাত্রশিবির সমর্থিত প্যানেল একাত্মক শিক্ষার্থী জোটের জিএস প্রার্থী এস এম ফরহাদও উদয়ন স্কুল অ্যান্ড কলেজ কেন্দ্রে ভোট দেবেন। বাম ছাত্র সমর্থিত নৈরাজ্যবিরোধী শিক্ষার্থী সংসদের জিএস প্রার্থী আবু বাকের মজুমদারের ভোটকেন্দ্র বিশ্ববিদ্যালয়ের শারীরিক শিক্ষা কেন্দ্রে। স্বতন্ত্র শিক্ষার্থী ঐক্যের জিএস প্রার্থী আল সাদি ভূঁইয়া ভোট দেবেন উদয়ন স্কুল অ্যান্ড কলেজ কেন্দ্রে। ছাত্র অধিকার পরিষদের জিএস প্রার্থী সাবিনা ইয়াসমিন ভোট দেবেন টিএসসি কেন্দ্রে। ইসলামী ছাত্র আন্দোলন সমর্থিত 'সচেতন শিক্ষার্থী সংসদ'র জিএস প্রার্থী খায়রুল আহসান মারজান ভোট দেবেন শারীরিক শিক্ষা কেন্দ্রে। আলোচিত স্বতন্ত্র প্রার্থী আশিকুর রহমান ভোট দেবেন উদয়ন স্কুল অ্যান্ড কলেজে। আরেক স্বতন্ত্র প্রার্থী আরাফাত চৌধুরীও উদয়ন স্কুল কেন্দ্রে ভোট দেবেন। ডাকসুর তফসিল অনুযায়ী, মঙ্গলবার (৯ সেপ্টেম্বর) সকাল ৮টা থেকে বিকেল ৪টা পর্যন্ত ভোটগ্রহণ হবে। ক্যাম্পাসের ৮ কেন্দ্রে ভোট দিতে পারবেন শিক্ষার্থীরা। নির্বাচনে একজন ভোটারকে মোট ৪১টি ভোট দিতে হবে। কেন্দ্রীয় সংসদে ২৮টি ও হল সংসদে ১৩ পদে ভোট দেবেন শিক্ষার্থীরা। ডাকসুতে এবার মোট ভোটার ৩৯ হাজার ৮৭৪ জন। এর মধ্যে ছাত্রী ভোটার ১৮ হাজার ৯৫৯ ও ছাত্র ২০ হাজার ৯১৫ জন। নির্বাচনে ২৮ পদের বিপরীতে লড়ছেন মোট ৪৭১ জন প্রার্থী। এর মধ্যে পুরুষ প্রার্থী ৪০৯ জন ও নারী প্রার্থী ৬২ জন। bbox=[581, 711, 760, 1123]
masthead-logo bbox=[574, 12, 721, 38]
article-headline: ডাকসু প্রার্থীদের ফেসবুক অ্যাকাউন্ট bbox=[601, 1131, 740, 1164]
article-body: পারবেন। গত মে মাসে ইউরোপা লিগের সেমিফাইনালে ম্যানচেস্টার ইউনাইটেডের বিপক্ষে খেলে বিলবাও। ৩-০ ব্যবধানে হেরে যাওয়া ম্যাচটিতে আলভারেজের মাদক পরীক্ষায় পজিটিভ ফল আসে। তার শরীরে ওই প্রতিযোগিতার নিষিদ্ধ কেনাবিনের উপস্থিতি পাওয়া যায়। গত ২ জুন স্বেচ্ছায় সাময়িক নিষেধাজ্ঞার শাস্তি মেনে নেন আলভারেজ। জুলাইয়ে তিনি বলেন, চুল পড়া ঠেকানোর চিকিৎসায় ব্যবহৃত প্রোডাক্টের সঙ্গে অনিচ্ছাকৃতভাবে একটি নিষিদ্ধ উপাদান ইনজেকশনের মাধ্যমে গ্রহণ করেন। ২০১৬ সালে তার টেস্টিকুলার ক্যানসার ধরা পড়ে এবং দাবি করেন, চুল পড়া ঠেকাতে চিকিৎসার অংশ হিসেবে তিনি ওই ওষুধ নিয়েছিলেন। বিলবাওয়ের যুব দল থেকে উঠে আসা আলভারেজ মূল দলের হয়ে সব ধরনের প্রতিযোগিতা মিলিয়ে ২৫৭ ম্যাচ খেলেছেন। bbox=[10, 1888, 190, 2043]
continued-from-marker: শেষ পাতার পর bbox=[76, 962, 124, 972]
article bbox=[10, 793, 190, 876]
page-number: ৭ bbox=[735, 9, 761, 41]
column-2 bbox=[195, 55, 385, 2299]
article-body: বলেন, সারা দেশ আমাদের দিকে তাকিয়ে আছে। তারা শুভ কামনা জানাচ্ছেন। এখন একটি ভালো নির্বাচনের মাধ্যমে গণতন্ত্রের উত্তরণের প্রতিজ্ঞায়, গণতন্ত্রকে প্রাতিষ্ঠানিক রূপ দিতে ঢাকা বিশ্ববিদ্যালয় দীর্ঘদিন ধরে যে কাজ করেছে, তাতে তোমরা তোমাদের ভূমিকা পালন করবে, সেটাই প্রত্যাশা করছি। অধ্যাপক নিয়াজ আহমেদ খান বলেন, ভোটকেন্দ্রে আমাদের নারী শিক্ষার্থীদের জন্য বিশেষ ব্যবস্থা নেওয়া আছে। তারা নির্ভয়ে এসে ভোট দিতে পারবে। বাংলাদেশ তোমাদের ওপর বিশ্বাস স্থাপন করেছে। সেই বিশ্বাসের প্রতিদান তোমরা দেবে। ভিডিওবার্তার শুরুতেই ডাকসু চালু করতে দীর্ঘদিনের প্রচেষ্টার কথা তুলে ধরে উপাচার্য বলেন, প্রায় ১১ মাসের ব্যাপক প্রস্তুতির পর সব অংশীজনকে সঙ্গে নিয়ে প্রস্তুতির শেষভাগে চলে এসেছি। আগামীকাল সেই মাহেন্দ্রক্ষণ। ঢাকা বিশ্ববিদ্যালয়ের কেন্দ্রীয় ছাত্র সংসদ ও হল সংসদের বহুল প্রতীক্ষিত নির্বাচন। ভোটগ্রহণ আগামীকাল সকাল ৮টা থেকে শুরু হবে এবং দিনব্যাপী চলবে; ৪টার দিকে ভোট নেওয়া শেষ হবে। এবারের ডাকসু নির্বাচনকে ঐতিহাসিক উল্লেখ করে অধ্যাপক নিয়াজ আহমেদ খান বলেন, এবারের নির্বাচনটি বিভিন্ন কারণে খুবই গুরুত্বপূর্ণ। এ নির্বাচন ঐতিহাসিক। এবার অনেক কিছু আমরা করেছি_ যা ঢাকা বিশ্ববিদ্যালয়ের ইতিহাসে আগে ঘটেনি। আমাদের ৮১০টি বুথ থাকবে। প্রায় ৪০ হাজার ভোটার। প্রথমবারের মতো আমরা হল থেকে বেরিয়ে এসে কেন্দ্রীয়ভাবে ৮টি কেন্দ্রে এ নির্বাচনের ব্যবস্থা করেছি। সর্বোচ্চ স্বচ্ছতা নিশ্চিতের জন্য সব রকম পদক্ষেপ নেওয়া হয়েছে। সিসিটিভি ক্যামেরা, তিন স্তরের নিরাপত্তা ব্যবস্থা; প্রশিক্ষিত ও নিবেদিতপ্রাণ পোলিং কর্মকর্তা। ডাকসুর নির্বাচন কর্মকর্তারা নিরপেক্ষ উল্লেখ করেন তিনি বলেন, যারা রিটার্নিং কর্মকর্তার দায়িত্বে রয়েছেন, তারা বিভিন্নজন বিভিন্ন মতাদর্শের মানুষ। তবে সমাজে তাদের গ্রহণযোগ্যতা রয়েছে, তারা নিরপেক্ষ ভূমিকা রাখবেন। আমরা এলইডি স্ক্রিনের মাধ্যমে ভোট গণনা সবার জন্য উন্মুক্ত করে দেবো। ব্যাপকসংখ্যক সাংবাদিক থাকবেন। তারা মনিটরিং করবেন। জয়-পরাজয় মেনে নেওয়ার মানসিকতা থাকতে হবে উল্লেখ করে প্রার্থীদের উদ্দেশে উপাচার্য বলেন, সব প্রতিকূলতা অতিক্রম করে এ পর্যায়ে এসেছি পরস্পর পরস্পরের হাত ধরে। এখন বাকি পথটুকু আমরা খুব স্বচ্ছন্দে পার হতে পারবো বলে বিশ্বাস করি। যেহেতু নির্বাচন প্রক্রিয়া, কিছু প্রার্থী জিতবেন, কিছু প্রার্থী জিতবেন না। জয়-পরাজয় থাকবে। কিন্তু মনে রাখতে হবে, বিজয়ী এবং বিজিত, উভয়েরই গুরুত্বপূর্ণ ভূমিকা আছে। গণতান্ত্রিক একটি প্রতিষ্ঠানকে সক্রিয়করণ বা প্রাতিষ্ঠানিকীকরণে আপনি আপনার ভূমিকা পালন করবেন। বহু বছর আমরা ঐতিহাসিক নির্বাচন প্রক্রিয়ার মধ্যদিয়ে যাচ্ছি। সেই প্রক্রিয়ায় বিজয়ী এবং বিজিতকে ভূমিকা রাখছেন এবং রাখতে হবে। এটিই বিরাট সার্থকতা। তফসিল অনুযায়ী- মঙ্গলবার (৯ সেপ্টেম্বর) সকাল ৮টা থেকে বিকেল ৪টা পর্যন্ত ডাকসু নির্বাচনে ভোটগ্রহণ করা হবে। ক্যাম্পাসের ৮টি কেন্দ্রে ভোট দিতে পারবেন শিক্ষার্থীরা। নির্বাচনে একজন ভোটারকে মোট ৪১টি ভোট দিতে হবে। কেন্দ্রীয় সংসদে ২৮টি, হল সংসদে ১৩টি পদে। ডাকসুতে এবার মোট ভোটার সংখ্যা ৩৯ হাজার ৮৭৪ জন। এর মধ্যে ছাত্রী ভোট ১৮ হাজার ৯৫৯ ও ছাত্র ২০ হাজার ৯১৫ জন। এবার ডাকসু নির্বাচনে ২৮ পদের বিপরীতে লড়ছেন মোট ৪৭১ জন প্রার্থী। এর মধ্যে পুরুষ প্রার্থী ৪০৯ জন ও নারী প্রার্থী ৬২ জন। bbox=[391, 1184, 570, 1802]
article bbox=[391, 58, 570, 300]
masthead-word-red: প্রত্যাশা bbox=[650, 12, 721, 38]
article bbox=[201, 1096, 380, 1194]
article-headline: ২৪ ঘণ্টায় ডেঙ্গুতে ২ জনের মৃত্যু bbox=[14, 1599, 186, 1633]
continued-from-marker: ১ম পাতার পর bbox=[648, 546, 693, 556]
continued-from-marker: শেষ পাতার পর bbox=[76, 1517, 124, 1527]
article-headline: মাদক পরীক্ষায় ব্যর্থ হয়ে ১০ মাস bbox=[22, 1842, 178, 1876]
continued-from-marker: ১ম পাতার পর bbox=[268, 1235, 313, 1245]
